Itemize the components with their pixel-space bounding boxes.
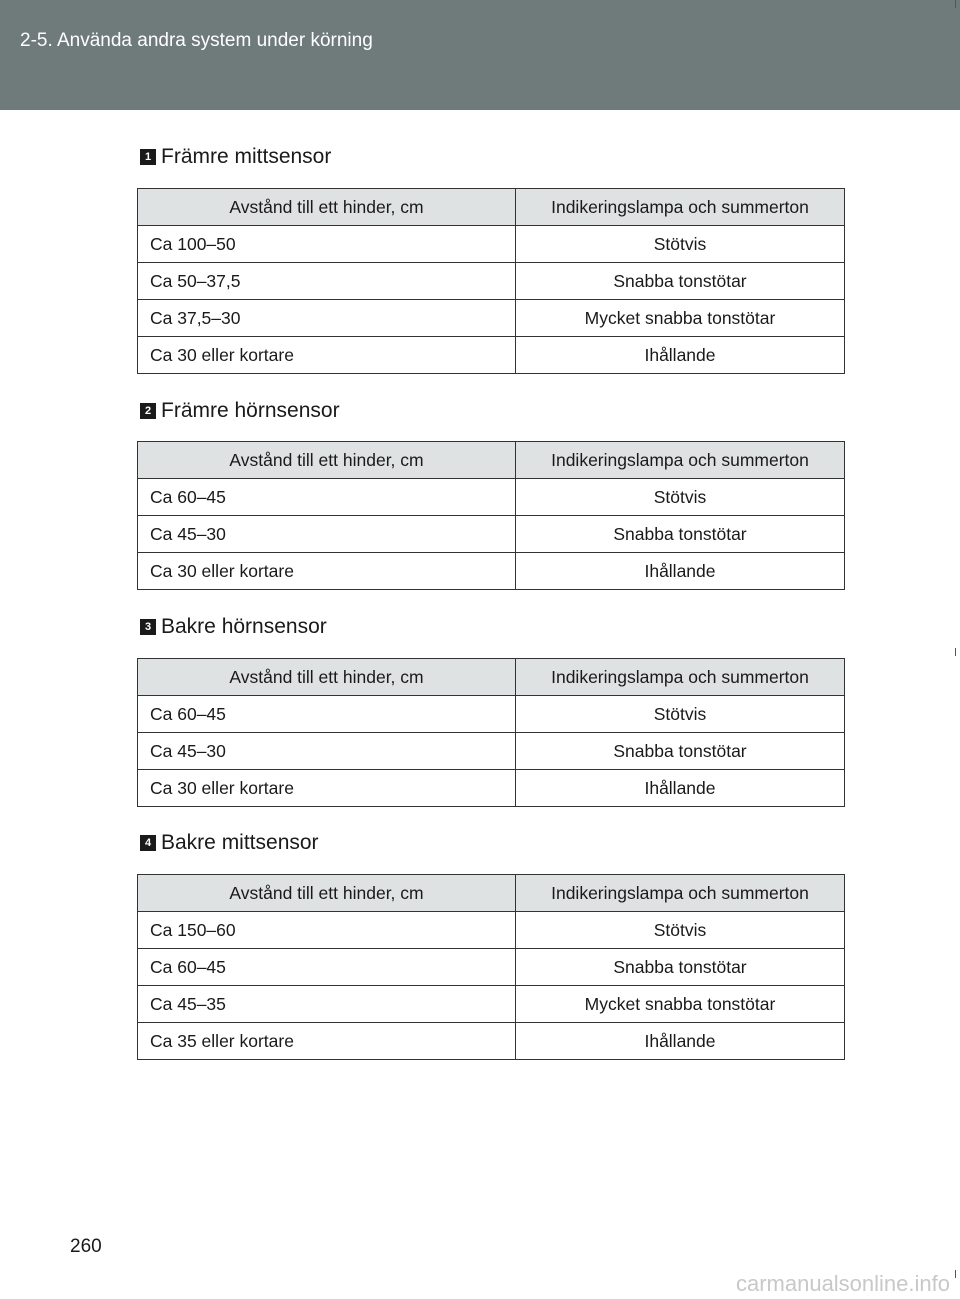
- distance-cell: Ca 45–35: [138, 986, 516, 1023]
- table-row: [138, 949, 845, 986]
- indicator-cell: Stötvis: [516, 226, 845, 263]
- distance-table: [137, 658, 845, 807]
- table-row: [138, 912, 845, 949]
- column-header-distance: Avstånd till ett hinder, cm: [138, 875, 516, 912]
- distance-cell: Ca 45–30: [138, 516, 516, 553]
- section-heading: [140, 140, 845, 174]
- distance-cell: Ca 100–50: [138, 226, 516, 263]
- table-row: [138, 733, 845, 770]
- section-bakre-mittsensor: [140, 826, 845, 1051]
- table-row: [138, 770, 845, 807]
- distance-table: [137, 874, 845, 1060]
- column-header-indicator: Indikeringslampa och summerton: [516, 189, 845, 226]
- distance-cell: Ca 30 eller kortare: [138, 770, 516, 807]
- section-number-badge: 2: [140, 403, 156, 419]
- table-row: [138, 553, 845, 590]
- crop-mark: [955, 0, 956, 8]
- indicator-cell: Stötvis: [516, 912, 845, 949]
- indicator-cell: Stötvis: [516, 696, 845, 733]
- indicator-cell: Snabba tonstötar: [516, 949, 845, 986]
- column-header-distance: Avstånd till ett hinder, cm: [138, 442, 516, 479]
- page-header: [0, 0, 960, 110]
- indicator-cell: Ihållande: [516, 553, 845, 590]
- indicator-cell: Snabba tonstötar: [516, 263, 845, 300]
- watermark: carmanualsonline.info: [735, 1271, 950, 1296]
- indicator-cell: Snabba tonstötar: [516, 733, 845, 770]
- indicator-cell: Stötvis: [516, 479, 845, 516]
- table-header-row: [138, 189, 845, 226]
- crop-mark: [955, 648, 956, 656]
- indicator-cell: Mycket snabba tonstötar: [516, 986, 845, 1023]
- section-number-badge: 3: [140, 619, 156, 635]
- column-header-indicator: Indikeringslampa och summerton: [516, 442, 845, 479]
- section-title: Bakre hörnsensor: [161, 615, 327, 638]
- table-header-row: [138, 659, 845, 696]
- indicator-cell: Ihållande: [516, 1023, 845, 1060]
- distance-table: [137, 441, 845, 590]
- section-heading: [140, 826, 845, 860]
- section-heading: [140, 610, 845, 644]
- column-header-indicator: Indikeringslampa och summerton: [516, 875, 845, 912]
- table-row: [138, 263, 845, 300]
- distance-cell: Ca 60–45: [138, 696, 516, 733]
- table-row: [138, 516, 845, 553]
- column-header-distance: Avstånd till ett hinder, cm: [138, 189, 516, 226]
- table-row: [138, 986, 845, 1023]
- table-row: [138, 337, 845, 374]
- section-bakre-hornsensor: [140, 610, 845, 798]
- table-header-row: [138, 875, 845, 912]
- section-heading: [140, 394, 845, 428]
- indicator-cell: Ihållande: [516, 770, 845, 807]
- section-number-badge: 4: [140, 835, 156, 851]
- distance-cell: Ca 50–37,5: [138, 263, 516, 300]
- indicator-cell: Snabba tonstötar: [516, 516, 845, 553]
- section-title: Främre mittsensor: [161, 145, 332, 168]
- distance-cell: Ca 45–30: [138, 733, 516, 770]
- table-header-row: [138, 442, 845, 479]
- crop-mark: [955, 1270, 956, 1278]
- section-framre-mittsensor: [140, 140, 845, 365]
- distance-cell: Ca 30 eller kortare: [138, 553, 516, 590]
- distance-cell: Ca 35 eller kortare: [138, 1023, 516, 1060]
- table-row: [138, 300, 845, 337]
- table-row: [138, 1023, 845, 1060]
- section-framre-hornsensor: [140, 394, 845, 581]
- table-row: [138, 696, 845, 733]
- table-row: [138, 226, 845, 263]
- indicator-cell: Mycket snabba tonstötar: [516, 300, 845, 337]
- distance-cell: Ca 30 eller kortare: [138, 337, 516, 374]
- distance-cell: Ca 60–45: [138, 949, 516, 986]
- distance-cell: Ca 60–45: [138, 479, 516, 516]
- column-header-distance: Avstånd till ett hinder, cm: [138, 659, 516, 696]
- table-row: [138, 479, 845, 516]
- column-header-indicator: Indikeringslampa och summerton: [516, 659, 845, 696]
- distance-cell: Ca 37,5–30: [138, 300, 516, 337]
- indicator-cell: Ihållande: [516, 337, 845, 374]
- section-number-badge: 1: [140, 149, 156, 165]
- distance-table: [137, 188, 845, 374]
- distance-cell: Ca 150–60: [138, 912, 516, 949]
- header-title: 2-5. Använda andra system under körning: [20, 30, 373, 51]
- section-title: Bakre mittsensor: [161, 831, 319, 854]
- section-title: Främre hörnsensor: [161, 399, 340, 422]
- page-number: 260: [70, 1236, 102, 1257]
